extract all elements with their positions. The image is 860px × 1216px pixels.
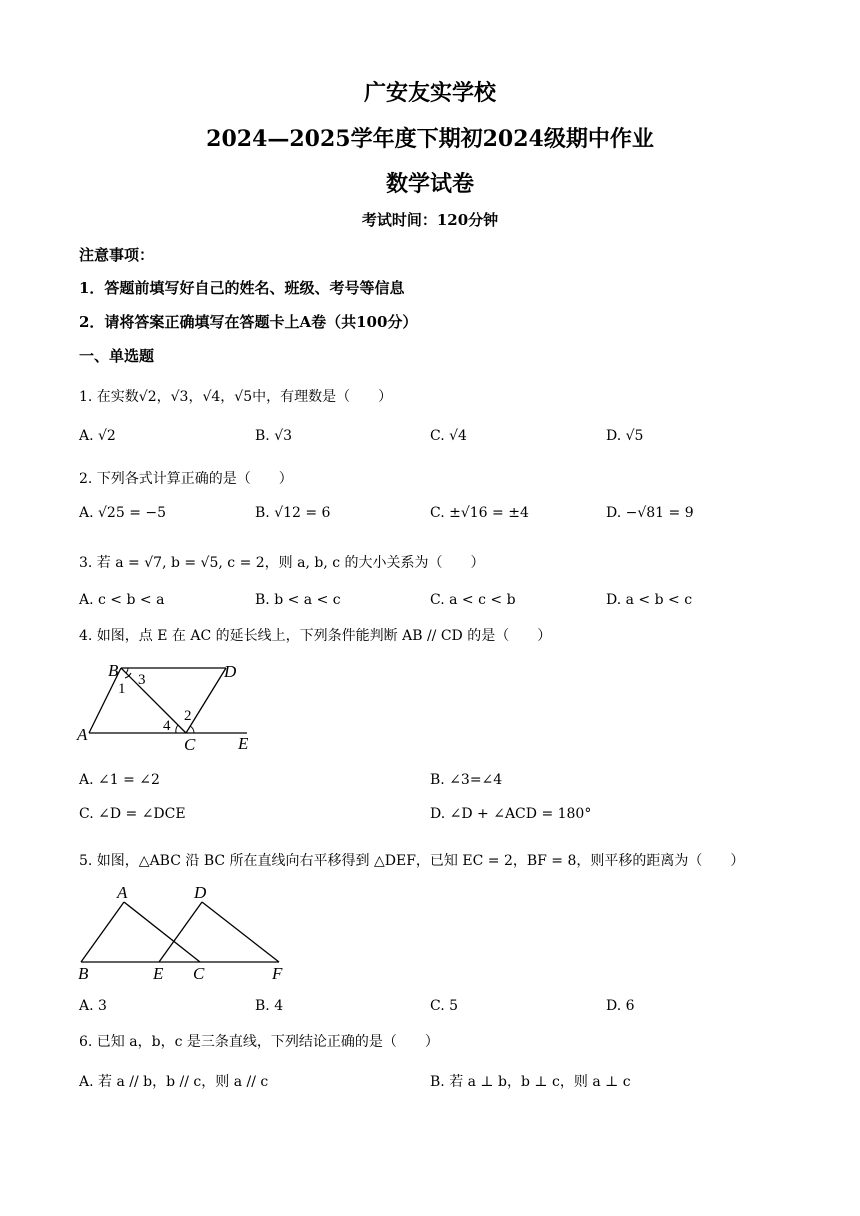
q1-option-d: D. √5 [606,428,644,444]
note-item-1: 1．答题前填写好自己的姓名、班级、考号等信息 [79,279,405,297]
q1-option-a: A. √2 [79,428,116,444]
q4-label-b: B [108,661,119,680]
question-6-stem: 6. 已知 a，b，c 是三条直线，下列结论正确的是（ ） [79,1034,439,1050]
q5-label-c: C [193,964,205,983]
question-4-stem: 4. 如图，点 E 在 AC 的延长线上，下列条件能判断 AB // CD 的是（ ） [79,628,552,644]
q1-option-c: C. √4 [430,428,467,444]
question-2-stem: 2. 下列各式计算正确的是（ ） [79,471,293,487]
q3-option-d: D. a < b < c [606,592,693,608]
q4-label-4: 4 [163,718,171,734]
subject-title: 数学试卷 [385,171,474,197]
q4-label-3: 3 [138,672,146,688]
question-3-stem: 3. 若 a = √7, b = √5, c = 2，则 a, b, c 的大小关系为（ ） [79,555,485,571]
q5-label-d: D [194,883,207,902]
q4-label-c: C [184,735,196,754]
q4-label-2: 2 [184,708,192,724]
exam-title: 2024—2025学年度下期初2024级期中作业 [206,126,654,152]
q1-option-b: B. √3 [255,428,293,444]
q5-label-e: E [153,964,164,983]
question-1-stem: 1. 在实数√2，√3，√4，√5中，有理数是（ ） [79,389,393,405]
q2-option-c: C. ±√16 = ±4 [430,505,529,521]
q5-label-a: A [117,883,128,902]
q4-label-1: 1 [118,681,126,697]
q6-option-a: A. 若 a // b，b // c，则 a // c [79,1074,269,1090]
question-5-stem: 5. 如图，△ABC 沿 BC 所在直线向右平移得到 △DEF，已知 EC = 2，BF = 8，则平移的距离为（ ） [79,853,745,869]
q3-option-a: A. c < b < a [79,592,165,608]
q5-option-a: A. 3 [79,998,107,1014]
q2-option-a: A. √25 = −5 [79,505,167,521]
notes-title: 注意事项： [79,246,155,264]
q4-option-b: B. ∠3=∠4 [430,772,503,788]
exam-time: 考试时间：120分钟 [361,211,499,229]
q5-label-b: B [78,964,89,983]
q3-option-c: C. a < c < b [430,592,516,608]
q4-label-a: A [77,725,88,744]
q2-option-b: B. √12 = 6 [255,505,331,521]
school-name: 广安友实学校 [363,80,496,106]
section-title: 一、单选题 [79,347,155,365]
q4-option-c: C. ∠D = ∠DCE [79,806,186,822]
q3-option-b: B. b < a < c [255,592,341,608]
q5-option-b: B. 4 [255,998,284,1014]
q4-option-d: D. ∠D + ∠ACD = 180° [430,806,592,822]
note-item-2: 2．请将答案正确填写在答题卡上A卷（共100分） [79,313,418,331]
q4-label-d: D [224,662,237,681]
q4-label-e: E [238,734,249,753]
q2-option-d: D. −√81 = 9 [606,505,694,521]
q5-option-c: C. 5 [430,998,459,1014]
q6-option-b: B. 若 a ⊥ b，b ⊥ c，则 a ⊥ c [430,1074,631,1090]
q4-option-a: A. ∠1 = ∠2 [79,772,160,788]
q5-option-d: D. 6 [606,998,635,1014]
q5-label-f: F [272,964,283,983]
